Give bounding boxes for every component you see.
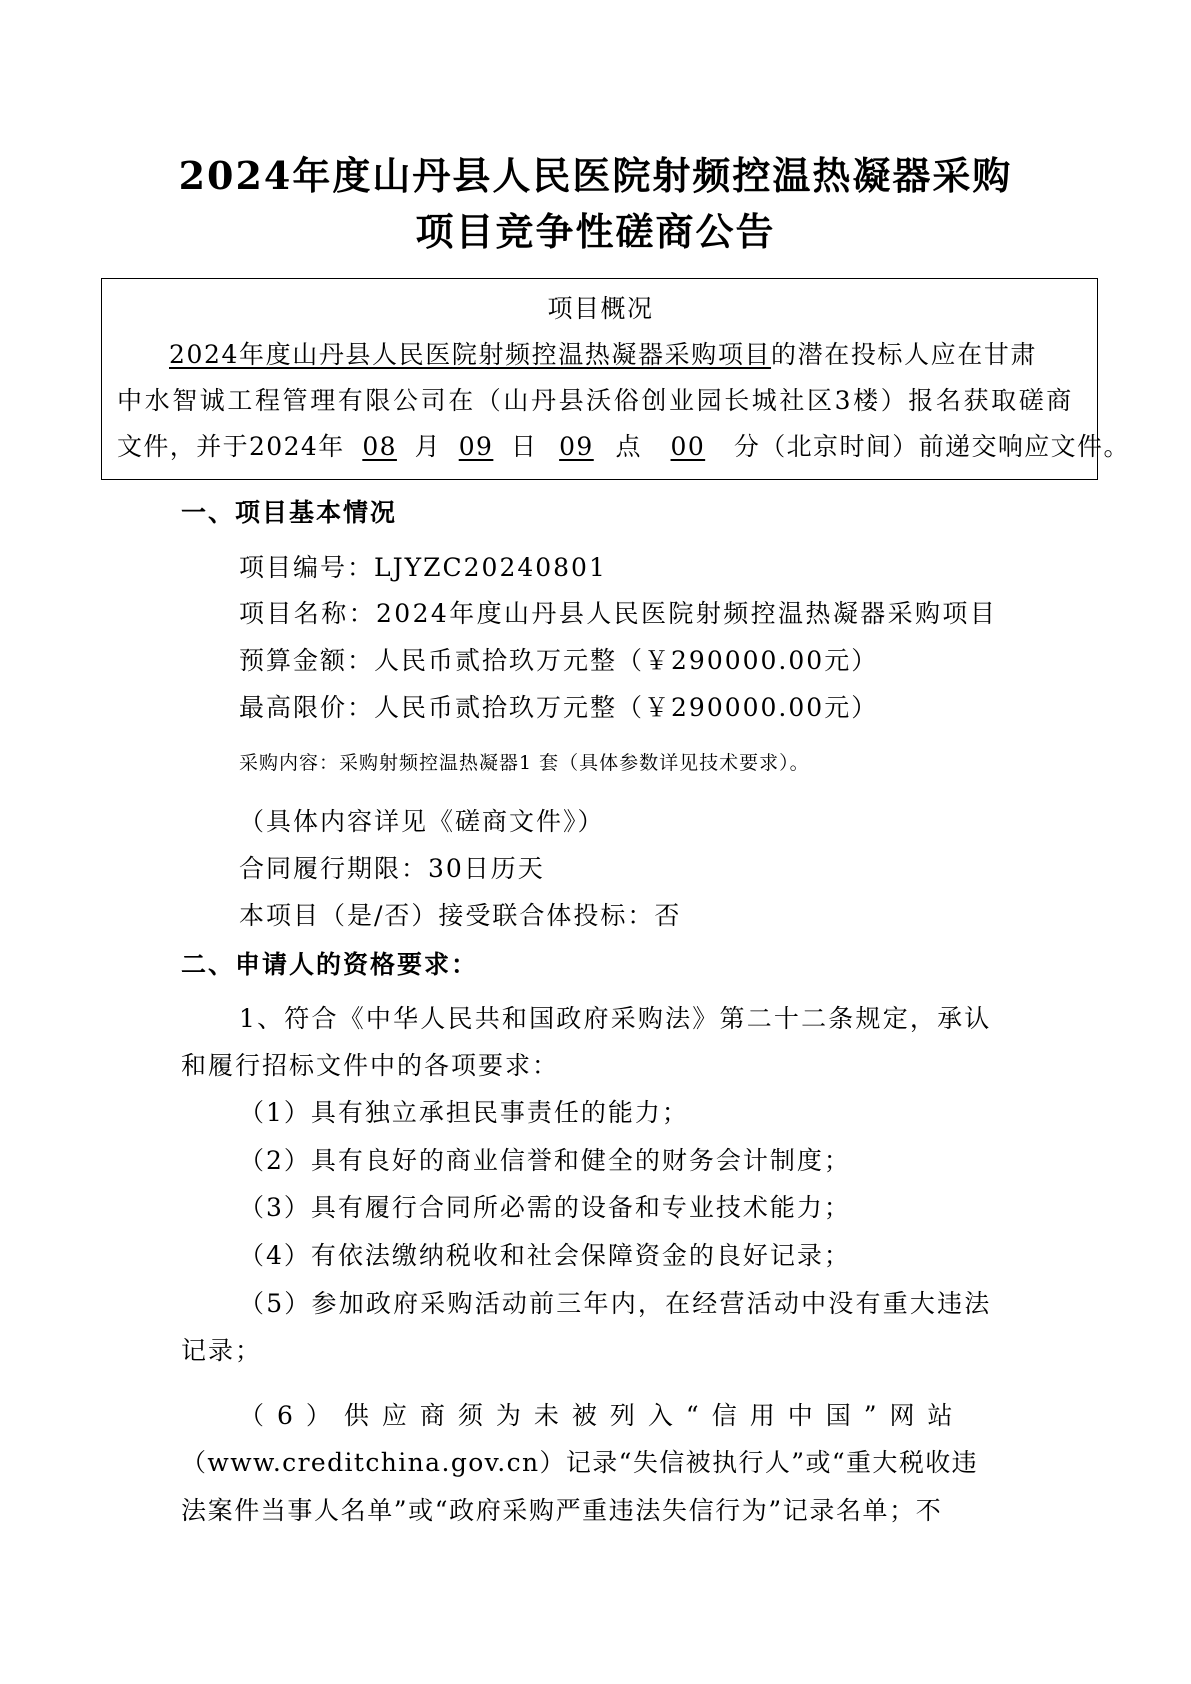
qualification-sub-6-line-3: 法案件当事人名单”或“政府采购严重违法失信行为”记录名单；不 [181,1496,943,1525]
deadline-prefix: 文件，并于2024年 [117,432,345,461]
overview-line-2: 中水智诚工程管理有限公司在（山丹县沃俗创业园长城社区3楼）报名获取磋商 [117,386,1074,415]
qualification-sub-5-line-1: （5）参加政府采购活动前三年内，在经营活动中没有重大违法 [239,1289,992,1318]
contract-period: 合同履行期限：30日历天 [239,854,545,883]
deadline-hour-unit: 点 [615,432,642,461]
deadline-month: 08 [362,432,397,461]
procurement-content-label: 采购内容： [239,752,340,774]
overview-line-3 [117,427,1130,463]
qualification-sub-5-line-2: 记录； [181,1336,263,1365]
qualification-sub-4: （4）有依法缴纳税收和社会保障资金的良好记录； [239,1241,851,1270]
max-price: 最高限价：人民币贰拾玖万元整（￥290000.00元） [239,693,879,722]
procurement-content-text: 采购射频控温热凝器1 套（具体参数详见技术要求）。 [339,752,810,774]
overview-line-1-rest: 的潜在投标人应在甘肃 [771,340,1038,369]
section-1-heading: 一、项目基本情况 [181,498,398,527]
procurement-content [239,748,810,775]
overview-project-name: 2024年度山丹县人民医院射频控温热凝器采购项目 [169,340,772,369]
deadline-minute: 00 [670,432,706,461]
qualification-item-1-line-2: 和履行招标文件中的各项要求： [181,1051,560,1080]
qualification-item-1-line-1: 1、符合《中华人民共和国政府采购法》第二十二条规定，承认 [239,1004,992,1033]
section-2-heading: 二、申请人的资格要求： [181,950,479,979]
qualification-sub-3: （3）具有履行合同所必需的设备和专业技术能力； [239,1193,851,1222]
document-title-line-2: 项目竞争性磋商公告 [415,209,776,254]
qualification-sub-2: （2）具有良好的商业信誉和健全的财务会计制度； [239,1146,851,1175]
deadline-day-unit: 日 [511,432,538,461]
deadline-day: 09 [458,432,494,461]
qualification-sub-6-line-1: （6）供应商须为未被列入“信用中国”网站 [239,1401,966,1430]
deadline-suffix: 分（北京时间）前递交响应文件。 [733,432,1130,461]
qualification-sub-6-line-2: （www.creditchina.gov.cn）记录“失信被执行人”或“重大税收违 [181,1448,979,1477]
project-name: 项目名称：2024年度山丹县人民医院射频控温热凝器采购项目 [239,599,998,628]
project-number: 项目编号：LJYZC20240801 [239,553,607,582]
qualification-sub-1: （1）具有独立承担民事责任的能力； [239,1098,689,1127]
project-overview-box [101,278,1130,480]
deadline-hour: 09 [559,432,594,461]
details-note: （具体内容详见《磋商文件》） [239,807,605,836]
deadline-month-unit: 月 [414,432,442,461]
overview-heading: 项目概况 [547,294,654,323]
consortium-bidding: 本项目（是/否）接受联合体投标：否 [239,901,682,930]
document-title-line-1: 2024年度山丹县人民医院射频控温热凝器采购 [178,153,1013,198]
overview-line-1 [169,335,1134,371]
budget-amount: 预算金额：人民币贰拾玖万元整（￥290000.00元） [239,646,879,675]
